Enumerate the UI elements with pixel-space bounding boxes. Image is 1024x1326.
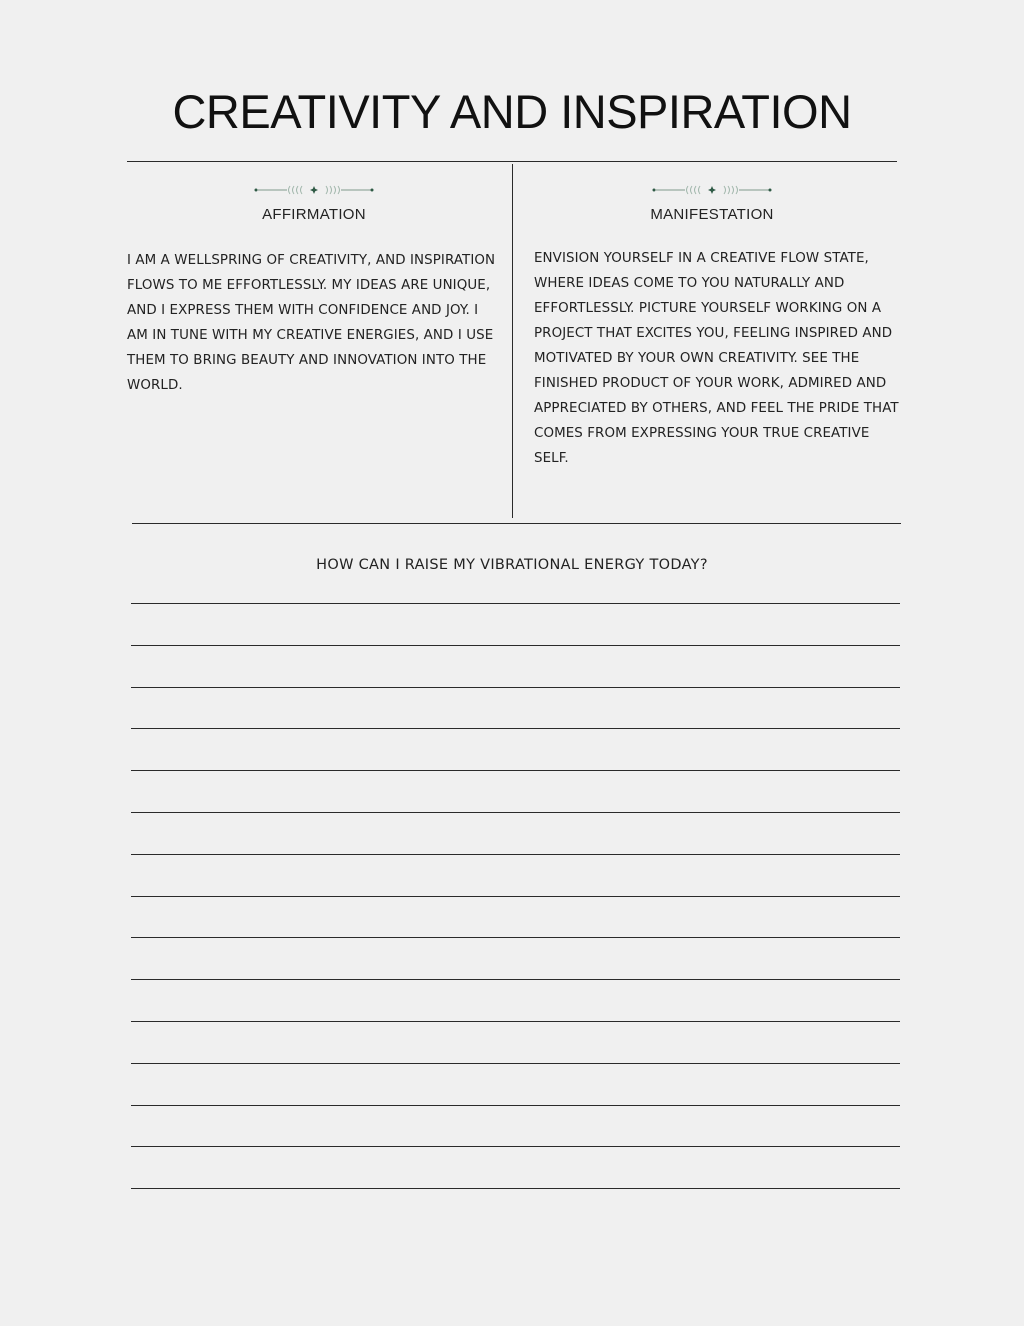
writing-line[interactable]: [131, 687, 900, 688]
writing-line[interactable]: [131, 728, 900, 729]
writing-line[interactable]: [131, 854, 900, 855]
writing-line[interactable]: [131, 979, 900, 980]
manifestation-text: ENVISION YOURSELF IN A CREATIVE FLOW STATE, WHERE IDEAS COME TO YOU NATURALLY AND EFFORTLESSLY. PICTURE YOURSELF WORKING ON A PROJECT THAT EXCITES YOU, FEELING INSPIRED AND MOTIVATED BY YOUR OWN CREATIVITY. SEE THE FINISHED PRODUCT OF YOUR WORK, ADMIRED AND APPRECIATED BY OTHERS, AND FEEL THE PRIDE THAT COMES FROM EXPRESSING YOUR TRUE CREATIVE SELF.: [534, 251, 899, 466]
writing-line[interactable]: [131, 1105, 900, 1106]
decorative-divider-icon: [254, 184, 374, 196]
affirmation-text: I AM A WELLSPRING OF CREATIVITY, AND INSPIRATION FLOWS TO ME EFFORTLESSLY. MY IDEAS ARE UNIQUE, AND I EXPRESS THEM WITH CONFIDENCE AND JOY. I AM IN TUNE WITH MY CREATIVE ENERGIES, AND I USE THEM TO BRING BEAUTY AND INNOVATION INTO THE WORLD.: [127, 253, 496, 393]
writing-line[interactable]: [131, 603, 900, 604]
page-title: CREATIVITY AND INSPIRATION: [172, 85, 852, 138]
writing-line[interactable]: [131, 770, 900, 771]
writing-line[interactable]: [131, 645, 900, 646]
affirmation-heading: AFFIRMATION: [262, 206, 366, 223]
writing-line[interactable]: [131, 1063, 900, 1064]
writing-line[interactable]: [131, 812, 900, 813]
writing-line[interactable]: [131, 1146, 900, 1147]
writing-line[interactable]: [131, 937, 900, 938]
decorative-divider-icon: [652, 184, 772, 196]
column-divider: [512, 164, 513, 518]
writing-line[interactable]: [131, 1188, 900, 1189]
writing-line[interactable]: [131, 896, 900, 897]
writing-line[interactable]: [131, 1021, 900, 1022]
manifestation-heading: MANIFESTATION: [650, 206, 774, 223]
title-divider: [127, 161, 897, 162]
section-divider: [132, 523, 901, 524]
journal-prompt: HOW CAN I RAISE MY VIBRATIONAL ENERGY TODAY?: [316, 557, 708, 573]
